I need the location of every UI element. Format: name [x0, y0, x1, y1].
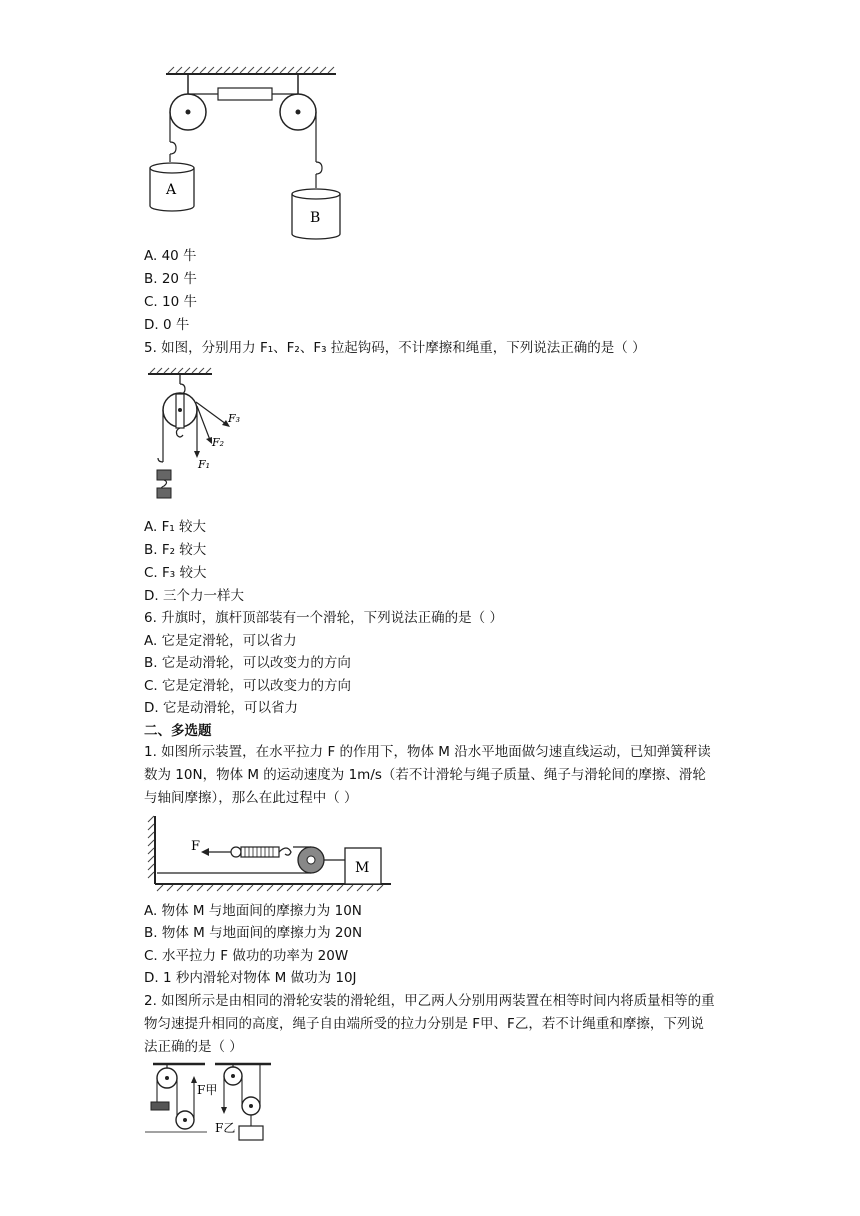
- q5-option-d: D. 三个力一样大: [144, 588, 244, 604]
- q4-option-d: D. 0 牛: [144, 317, 190, 333]
- m1-option-a: A. 物体 M 与地面间的摩擦力为 10N: [144, 903, 362, 919]
- m1-option-b: B. 物体 M 与地面间的摩擦力为 20N: [144, 925, 363, 941]
- q5-option-c: C. F₃ 较大: [144, 565, 207, 581]
- q5-option-b: B. F₂ 较大: [144, 542, 207, 558]
- m2-figure: [145, 1060, 275, 1146]
- force-f3-label: F₃: [228, 412, 241, 425]
- force-f2-label: F₂: [212, 436, 225, 449]
- weight-b-label: B: [310, 210, 321, 226]
- hook-weight-bottom: [157, 488, 171, 498]
- q6-option-d: D. 它是动滑轮，可以省力: [144, 700, 298, 716]
- m1-option-c: C. 水平拉力 F 做功的功率为 20W: [144, 948, 349, 964]
- m1-figure: [145, 814, 395, 896]
- m1-stem: 1. 如图所示装置，在水平拉力 F 的作用下，物体 M 沿水平地面做匀速直线运动，已知弹簧秤读数为 10N，物体 M 的运动速度为 1m/s（若不计滑轮与绳子质量、绳子与滑轮间的摩擦、滑轮与轴间摩擦），那么在此过程中（ ）: [144, 744, 711, 806]
- m2-stem: 2. 如图所示是由相同的滑轮安装的滑轮组，甲乙两人分别用两装置在相等时间内将质量相等的重物匀速提升相同的高度，绳子自由端所受的拉力分别是 F甲、F乙，若不计绳重和摩擦，下列说法正确的是（ ）: [144, 993, 715, 1055]
- q4-option-b: B. 20 牛: [144, 271, 197, 287]
- q4-option-c: C. 10 牛: [144, 294, 197, 310]
- force-f-jia-label: F甲: [197, 1083, 218, 1097]
- q6-option-c: C. 它是定滑轮，可以改变力的方向: [144, 678, 352, 694]
- force-f-label: F: [191, 839, 201, 854]
- m1-option-d: D. 1 秒内滑轮对物体 M 做功为 10J: [144, 970, 357, 986]
- q6-option-b: B. 它是动滑轮，可以改变力的方向: [144, 655, 351, 671]
- q5-figure: [142, 366, 252, 506]
- block-m-label: M: [355, 860, 370, 876]
- q6-option-a: A. 它是定滑轮，可以省力: [144, 633, 297, 649]
- q4-figure: [140, 62, 350, 248]
- weight-a-label: A: [166, 182, 177, 198]
- q4-option-a: A. 40 牛: [144, 248, 197, 264]
- section-title: 二、多选题: [144, 723, 212, 739]
- q6-stem: 6. 升旗时，旗杆顶部装有一个滑轮，下列说法正确的是（ ）: [144, 610, 503, 626]
- force-f1-label: F₁: [198, 458, 211, 471]
- force-f-yi-label: F乙: [215, 1121, 236, 1135]
- hook-weight-top: [157, 470, 171, 480]
- q5-option-a: A. F₁ 较大: [144, 519, 207, 535]
- spring-scale: [218, 88, 272, 100]
- q5-stem: 5. 如图，分别用力 F₁、F₂、F₃ 拉起钩码，不计摩擦和绳重，下列说法正确的是（ ）: [144, 340, 646, 356]
